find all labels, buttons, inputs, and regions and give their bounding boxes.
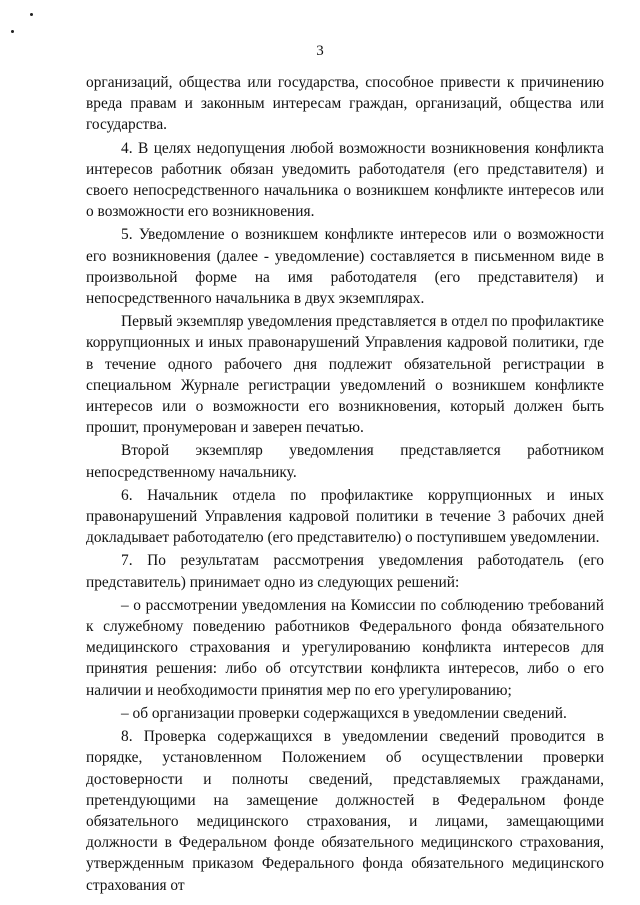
- paragraph-item-4: 4. В целях недопущения любой возможности возникновения конфликта интересов работник обязан уведомить работодателя (его представителя) и своего непосредственного начальника о возникшем конфликте интересов или о возможности его возникновения.: [86, 139, 604, 221]
- paragraph-item-6: 6. Начальник отдела по профилактике коррупционных и иных правонарушений Управления кадровой политики в течение 3 рабочих дней докладывает работодателю (его представителю) о поступившем уведомлении.: [86, 486, 604, 547]
- decision-option-verification: – об организации проверки содержащихся в уведомлении сведений.: [121, 704, 567, 722]
- paragraph-item-5: 5. Уведомление о возникшем конфликте интересов или о возможности его возникновения (далее - уведомление) составляется в письменном виде в произвольной форме на имя работодателя (его представителя) и непосредственного начальника в двух экземплярах.: [86, 226, 604, 308]
- page-number: 3: [316, 43, 324, 59]
- scan-speck: [30, 13, 33, 16]
- paragraph-first-copy: Первый экземпляр уведомления представляется в отдел по профилактике коррупционных и иных правонарушений Управления кадровой политики, где в течение одного рабочего дня подлежит обязательной регистрации в специальном Журнале регистрации уведомлений о возникшем конфликте интересов или о возможности его возникновения, который должен быть прошит, пронумерован и заверен печатью.: [86, 313, 604, 437]
- paragraph-second-copy: Второй экземпляр уведомления представляется работником непосредственному начальнику.: [86, 442, 604, 481]
- paragraph-item-8: 8. Проверка содержащихся в уведомлении сведений проводится в порядке, установленном Положением об осуществлении проверки достоверности и полноты сведений, представляемых гражданами, претендующими на замещение должностей в Федеральном фонде обязательного медицинского страхования, и лицами, замещающими должности в Федеральном фонде обязательного медицинского страхования, утвержденным приказом Федерального фонда обязательного медицинского страхования от: [86, 728, 604, 894]
- scan-speck: [11, 30, 14, 33]
- document-body: [86, 72, 604, 896]
- paragraph-item-7: 7. По результатам рассмотрения уведомления работодатель (его представитель) принимает одно из следующих решений:: [86, 552, 604, 591]
- paragraph-continuation: организаций, общества или государства, способное привести к причинению вреда правам и законным интересам граждан, организаций, общества или государства.: [86, 74, 604, 134]
- decision-option-commission: – о рассмотрении уведомления на Комиссии по соблюдению требований к служебному поведению работников Федерального фонда обязательного медицинского страхования и урегулированию конфликта интересов для принятия решения: либо об отсутствии конфликта интересов, либо о его наличии и необходимости принятия мер по его урегулированию;: [86, 596, 604, 699]
